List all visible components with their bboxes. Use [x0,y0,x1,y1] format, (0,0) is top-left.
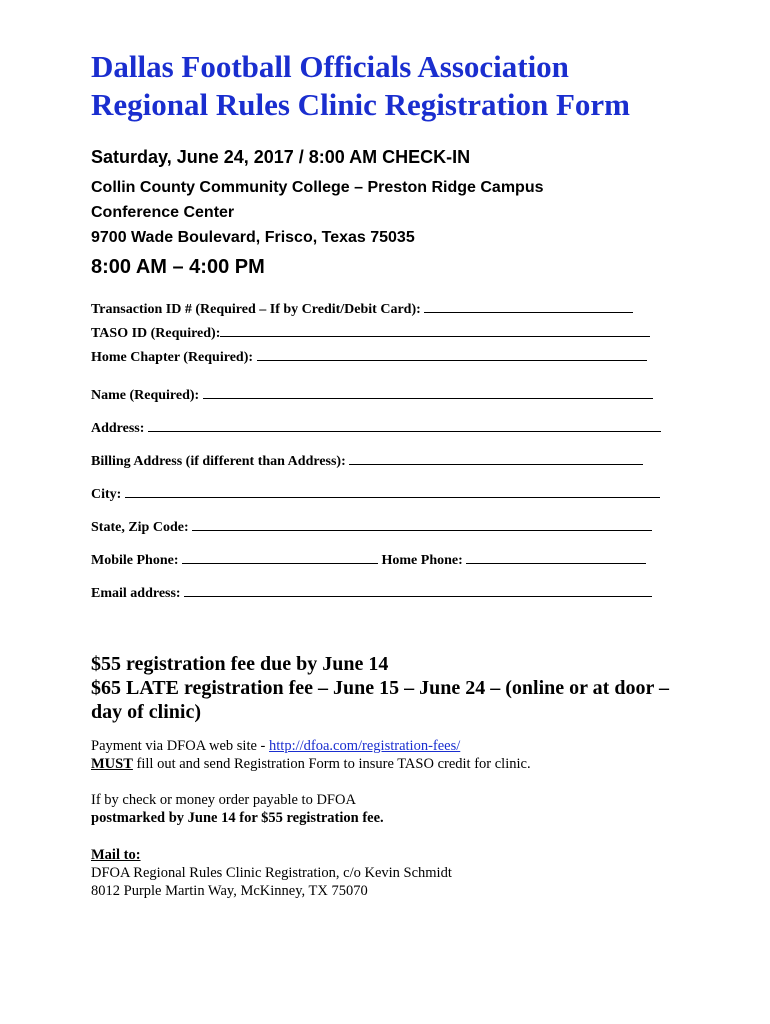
fee-section [91,652,691,724]
registration-fees-link[interactable]: http://dfoa.com/registration-fees/ [269,738,461,754]
address-field[interactable] [91,417,691,441]
mobile-phone-blank[interactable] [182,549,378,564]
home-chapter-label: Home Chapter (Required): [91,350,254,365]
regular-fee: $55 registration fee due by June 14 [91,653,389,675]
home-phone-blank[interactable] [466,549,646,564]
address-label: Address: [91,421,145,436]
email-blank[interactable] [184,582,652,597]
payment-info [91,737,691,773]
late-fee-line-2: day of clinic) [91,701,201,723]
name-label: Name (Required): [91,388,200,403]
venue-address: 9700 Wade Boulevard, Frisco, Texas 75035 [91,229,415,246]
form-title [91,48,691,124]
mailing-info [91,846,691,900]
phone-field-row [91,549,691,573]
title-line-1: Dallas Football Officials Association [91,49,569,84]
must-rest: fill out and send Registration Form to insure TASO credit for clinic. [132,756,531,772]
state-zip-field[interactable] [91,516,691,540]
venue-room: Conference Center [91,204,235,221]
state-zip-label: State, Zip Code: [91,520,189,535]
web-payment-line [91,737,691,755]
transaction-id-label: Transaction ID # (Required – If by Credit/Debit Card): [91,302,421,317]
mobile-phone-label: Mobile Phone: [91,553,179,568]
home-chapter-blank[interactable] [257,346,647,361]
name-blank[interactable] [203,384,653,399]
billing-address-field[interactable] [91,450,691,474]
form-fields [91,298,691,606]
event-date: Saturday, June 24, 2017 / 8:00 AM CHECK-IN [91,147,471,167]
address-blank[interactable] [148,417,661,432]
title-line-2: Regional Rules Clinic Registration Form [91,87,631,122]
city-label: City: [91,487,122,502]
email-field[interactable] [91,582,691,606]
email-label: Email address: [91,586,181,601]
mail-to-label: Mail to: [91,847,141,863]
billing-address-label: Billing Address (if different than Address): [91,454,346,469]
must-line [91,755,691,773]
check-line-1: If by check or money order payable to DFOA [91,792,356,808]
name-field[interactable] [91,384,691,408]
venue-name: Collin County Community College – Preston Ridge Campus [91,179,544,196]
state-zip-blank[interactable] [192,516,652,531]
must-emphasis: MUST [91,756,133,772]
transaction-id-blank[interactable] [424,298,633,313]
check-line-2: postmarked by June 14 for $55 registration fee. [91,810,384,826]
registration-form [91,48,691,900]
mail-line-2: 8012 Purple Martin Way, McKinney, TX 75070 [91,883,368,899]
mail-line-1: DFOA Regional Rules Clinic Registration, c/o Kevin Schmidt [91,865,452,881]
city-field[interactable] [91,483,691,507]
city-blank[interactable] [125,483,660,498]
late-fee-line-1: $65 LATE registration fee – June 15 – June 24 – (online or at door – [91,677,669,699]
billing-address-blank[interactable] [349,450,643,465]
web-payment-prefix: Payment via DFOA web site - [91,738,270,754]
taso-id-blank[interactable] [220,322,650,337]
home-chapter-field[interactable] [91,346,691,370]
taso-id-field[interactable] [91,322,691,346]
home-phone-label: Home Phone: [381,553,463,568]
taso-id-label: TASO ID (Required): [91,326,221,341]
check-payment-info [91,791,691,827]
transaction-id-field[interactable] [91,298,691,322]
event-hours: 8:00 AM – 4:00 PM [91,256,265,278]
